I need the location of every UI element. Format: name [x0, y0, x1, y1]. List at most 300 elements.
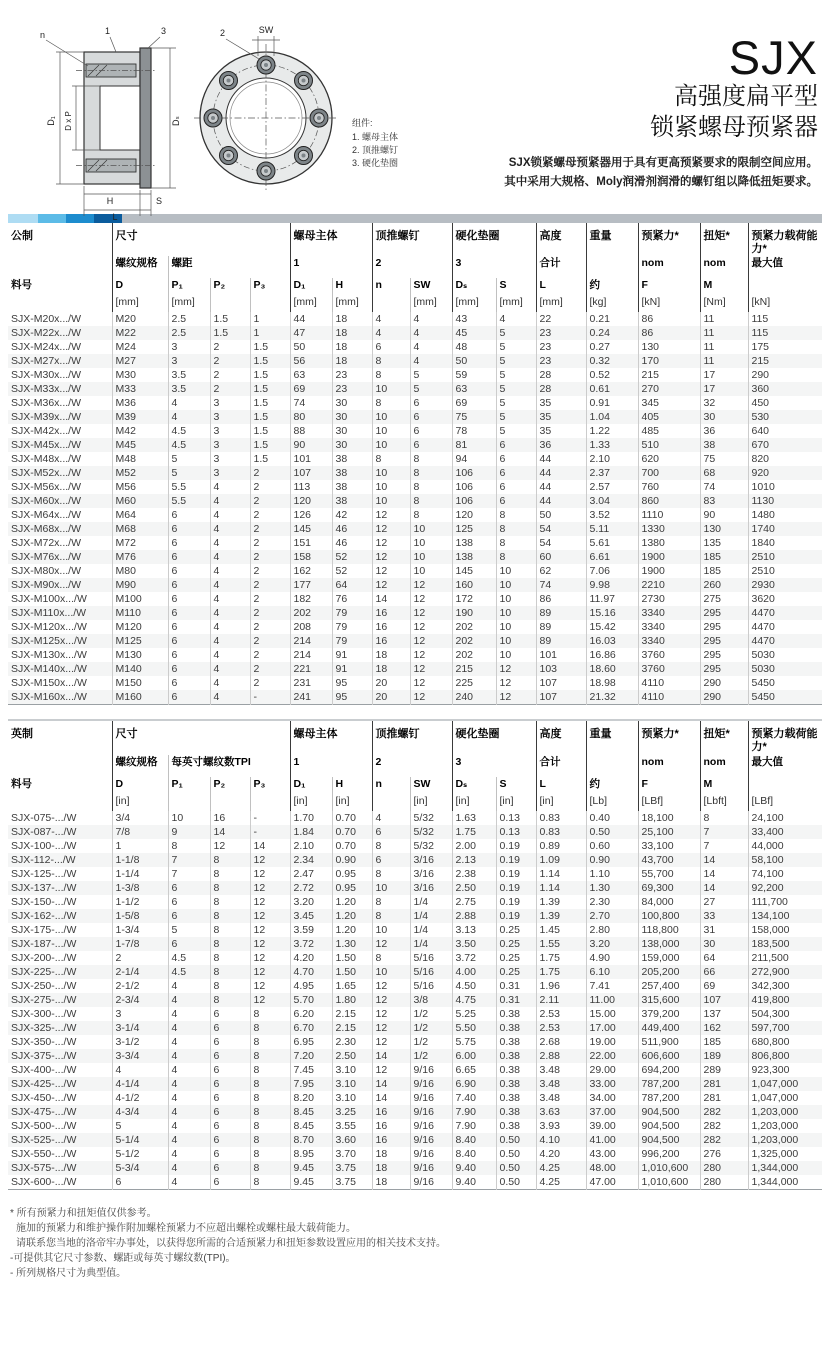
table-cell: 8	[250, 1021, 290, 1035]
table-row	[8, 867, 822, 881]
table-cell: 1-1/2	[112, 895, 168, 909]
table-cell: 4470	[748, 620, 822, 634]
table-cell: 221	[290, 662, 332, 676]
table-cell: 1.5	[250, 354, 290, 368]
table-cell: 18	[332, 326, 372, 340]
header-cell: [in]	[290, 794, 332, 811]
table-cell: 8	[210, 881, 250, 895]
table-row	[8, 578, 822, 592]
table-cell: 138	[452, 536, 496, 550]
table-cell: 0.61	[586, 382, 638, 396]
table-cell: 3	[210, 396, 250, 410]
table-cell: 6	[210, 1147, 250, 1161]
table-cell: 315,600	[638, 993, 700, 1007]
table-cell: SJX-M68x.../W	[11, 523, 82, 536]
table-cell: 2.15	[332, 1021, 372, 1035]
table-cell: 4	[112, 1063, 168, 1077]
table-cell: 8	[250, 1049, 290, 1063]
table-cell: 1-7/8	[112, 937, 168, 951]
table-cell: 5-1/2	[112, 1147, 168, 1161]
table-cell: 9/16	[410, 1063, 452, 1077]
table-cell: 107	[536, 690, 586, 705]
table-cell: 18	[372, 648, 410, 662]
table-cell: 159,000	[638, 951, 700, 965]
table-cell: SJX-M100x.../W	[11, 593, 87, 606]
table-cell: 1/4	[410, 937, 452, 951]
table-cell: 101	[290, 452, 332, 466]
table-cell: 56	[290, 354, 332, 368]
table-cell: 6	[168, 536, 210, 550]
table-cell: 6	[168, 895, 210, 909]
table-cell: 52	[332, 564, 372, 578]
table-cell: 0.83	[536, 811, 586, 825]
table-cell: 2.5	[168, 326, 210, 340]
table-cell: 0.70	[332, 811, 372, 825]
table-row	[8, 662, 822, 676]
table-cell: 231	[290, 676, 332, 690]
table-cell: 4.25	[536, 1175, 586, 1190]
table-cell: SJX-M30x.../W	[11, 369, 82, 382]
table-cell: 2	[210, 368, 250, 382]
table-cell: 10	[410, 522, 452, 536]
footnotes	[10, 1206, 820, 1281]
table-cell: 3-1/2	[112, 1035, 168, 1049]
table-cell: 9/16	[410, 1161, 452, 1175]
table-cell: 33	[700, 909, 748, 923]
table-cell: 16.03	[586, 634, 638, 648]
table-cell: 5030	[748, 648, 822, 662]
table-cell: 4.00	[452, 965, 496, 979]
table-row	[8, 1133, 822, 1147]
table-cell: 145	[290, 522, 332, 536]
table-cell: 36	[700, 424, 748, 438]
table-cell: 16	[372, 606, 410, 620]
table-cell: 182	[290, 592, 332, 606]
table-cell: M76	[112, 550, 168, 564]
table-cell: 1.75	[536, 951, 586, 965]
table-cell: 2	[250, 676, 290, 690]
header-cell: [LBf]	[748, 794, 822, 811]
table-cell: 4	[168, 1035, 210, 1049]
table-cell: 138,000	[638, 937, 700, 951]
table-cell: 12	[410, 648, 452, 662]
header-cell	[8, 256, 112, 278]
table-cell: 3.48	[536, 1063, 586, 1077]
table-row	[8, 690, 822, 705]
table-cell: 125	[452, 522, 496, 536]
table-cell: 0.70	[332, 839, 372, 853]
table-cell: 449,400	[638, 1021, 700, 1035]
table-cell: 2.88	[452, 909, 496, 923]
table-cell: 33,100	[638, 839, 700, 853]
table-cell: 10	[372, 923, 410, 937]
table-cell: 4.5	[168, 951, 210, 965]
table-row	[8, 1007, 822, 1021]
header-cell: 预紧力载荷能力*	[748, 721, 822, 754]
table-cell: 75	[452, 410, 496, 424]
table-cell: SJX-M160x.../W	[11, 691, 87, 704]
table-cell: 8.45	[290, 1105, 332, 1119]
table-cell: 5	[168, 466, 210, 480]
table-cell: 1.10	[586, 867, 638, 881]
table-cell: SJX-500-.../W	[11, 1119, 77, 1132]
table-cell: 8	[250, 1161, 290, 1175]
table-cell: 10	[372, 424, 410, 438]
table-cell: -	[250, 825, 290, 839]
header-cell: 螺母主体	[290, 223, 372, 256]
table-cell: 1.22	[586, 424, 638, 438]
table-cell: 30	[332, 424, 372, 438]
table-cell: 6	[168, 690, 210, 705]
table-cell: SJX-225-.../W	[11, 965, 77, 978]
header-cell: [Lbft]	[700, 794, 748, 811]
table-cell: 4	[210, 578, 250, 592]
table-cell: SJX-M76x.../W	[11, 551, 82, 564]
table-cell: 8.40	[452, 1133, 496, 1147]
table-cell: M100	[112, 592, 168, 606]
table-cell: 3.72	[290, 937, 332, 951]
header-cell: [mm]	[410, 295, 452, 312]
table-cell: 8	[250, 1119, 290, 1133]
table-cell: 6	[168, 662, 210, 676]
table-cell: 86	[638, 312, 700, 326]
table-cell: 0.50	[496, 1175, 536, 1190]
header-cell: [mm]	[536, 295, 586, 312]
table-cell: 670	[748, 438, 822, 452]
table-cell: 6.10	[586, 965, 638, 979]
table-cell: 290	[700, 690, 748, 705]
header-cell: 2	[372, 755, 452, 777]
header-cell: 顶推螺钉	[372, 721, 452, 754]
table-cell: 183,500	[748, 937, 822, 951]
table-cell: 0.38	[496, 1091, 536, 1105]
table-cell: 6	[168, 909, 210, 923]
table-cell: 3-3/4	[112, 1049, 168, 1063]
table-cell: 63	[452, 382, 496, 396]
header-cell	[748, 278, 822, 295]
table-row	[8, 326, 822, 340]
table-cell: 2510	[748, 564, 822, 578]
header-cell: D₁	[290, 278, 332, 295]
table-cell: 3.10	[332, 1063, 372, 1077]
header-cell: 顶推螺钉	[372, 223, 452, 256]
table-cell: M120	[112, 620, 168, 634]
table-cell: 7.45	[290, 1063, 332, 1077]
table-cell: 4.50	[452, 979, 496, 993]
table-cell: 5	[496, 368, 536, 382]
table-cell: 6.00	[452, 1049, 496, 1063]
table-cell: 5/32	[410, 825, 452, 839]
table-cell: 0.19	[496, 881, 536, 895]
table-cell: 806,800	[748, 1049, 822, 1063]
table-cell: 3.63	[536, 1105, 586, 1119]
header-cell: 高度	[536, 721, 586, 754]
table-cell: 1	[250, 312, 290, 326]
table-cell: 5-3/4	[112, 1161, 168, 1175]
table-cell: 16	[372, 634, 410, 648]
table-cell: 0.25	[496, 937, 536, 951]
table-cell: 1480	[748, 508, 822, 522]
table-cell: 7.95	[290, 1077, 332, 1091]
table-cell: SJX-M150x.../W	[11, 677, 87, 690]
header-cell: F	[638, 278, 700, 295]
table-cell: SJX-275-.../W	[11, 993, 77, 1006]
header-cell: n	[372, 278, 410, 295]
table-cell: SJX-M110x.../W	[11, 607, 87, 620]
header-cell	[210, 794, 250, 811]
header-cell: 3	[452, 256, 536, 278]
table-cell: 1900	[638, 550, 700, 564]
table-cell: 4	[210, 494, 250, 508]
table-cell: 202	[452, 648, 496, 662]
table-cell: SJX-M39x.../W	[11, 411, 82, 424]
table-cell: 1-1/8	[112, 853, 168, 867]
header-cell: P₂	[210, 278, 250, 295]
table-cell: 12	[410, 634, 452, 648]
table-cell: 89	[536, 606, 586, 620]
table-cell: 282	[700, 1105, 748, 1119]
table-cell: 2.10	[290, 839, 332, 853]
header-cell: [mm]	[496, 295, 536, 312]
header-cell: 扭矩*	[700, 721, 748, 754]
table-cell: 760	[638, 480, 700, 494]
table-cell: 101	[536, 648, 586, 662]
header-cell: [LBf]	[638, 794, 700, 811]
table-cell: 6	[210, 1161, 250, 1175]
table-cell: 23	[332, 382, 372, 396]
table-cell: 295	[700, 648, 748, 662]
table-cell: 3	[168, 340, 210, 354]
table-cell: SJX-M64x.../W	[11, 509, 82, 522]
table-cell: 3.5	[168, 382, 210, 396]
table-cell: 14	[210, 825, 250, 839]
table-cell: 5/32	[410, 811, 452, 825]
table-cell: 3.5	[168, 368, 210, 382]
table-cell: 6	[168, 606, 210, 620]
table-cell: 3.10	[332, 1077, 372, 1091]
table-cell: 5.70	[290, 993, 332, 1007]
table-cell: M52	[112, 466, 168, 480]
header-cell: M	[700, 278, 748, 295]
table-cell: 29.00	[586, 1063, 638, 1077]
table-cell: 16	[372, 1133, 410, 1147]
header-cell: [in]	[332, 794, 372, 811]
table-cell: 2	[250, 480, 290, 494]
table-cell: 90	[290, 438, 332, 452]
table-cell: 2.53	[536, 1021, 586, 1035]
table-cell: 4	[168, 1049, 210, 1063]
table-cell: 11.00	[586, 993, 638, 1007]
table-cell: 3	[112, 1007, 168, 1021]
table-cell: M45	[112, 438, 168, 452]
table-cell: 12	[372, 1035, 410, 1049]
table-cell: 9.45	[290, 1175, 332, 1190]
table-cell: 3.75	[332, 1175, 372, 1190]
table-cell: 66	[700, 965, 748, 979]
table-cell: 6	[496, 438, 536, 452]
table-row	[8, 382, 822, 396]
table-cell: M125	[112, 634, 168, 648]
table-cell: 1.39	[536, 909, 586, 923]
table-cell: 3-1/4	[112, 1021, 168, 1035]
table-cell: 1.5	[250, 340, 290, 354]
header-cell: 约	[586, 278, 638, 295]
table-cell: 12	[372, 937, 410, 951]
header-cell: 1	[290, 755, 372, 777]
table-cell: M80	[112, 564, 168, 578]
table-cell: SJX-600-.../W	[11, 1175, 77, 1188]
table-cell: 2.37	[586, 466, 638, 480]
table-cell: 3/4	[112, 811, 168, 825]
header-cell: D	[112, 777, 168, 794]
table-row	[8, 951, 822, 965]
table-cell: 2	[210, 354, 250, 368]
table-cell: 4.20	[536, 1147, 586, 1161]
header-cell: 螺母主体	[290, 721, 372, 754]
header-cell: 硬化垫圈	[452, 721, 536, 754]
table-row	[8, 508, 822, 522]
table-cell: 1.80	[332, 993, 372, 1007]
table-cell: 280	[700, 1161, 748, 1175]
table-cell: 1	[250, 326, 290, 340]
table-cell: 1.5	[210, 312, 250, 326]
table-cell: 2.70	[586, 909, 638, 923]
table-cell: 0.31	[496, 993, 536, 1007]
header-cell: S	[496, 777, 536, 794]
table-row	[8, 881, 822, 895]
table-cell: 3.45	[290, 909, 332, 923]
table-cell: 211,500	[748, 951, 822, 965]
table-cell: 59	[452, 368, 496, 382]
table-cell: 1/2	[410, 1021, 452, 1035]
table-cell: 3.20	[586, 937, 638, 951]
table-cell: 2.75	[452, 895, 496, 909]
table-cell: 0.60	[586, 839, 638, 853]
table-cell: SJX-475-.../W	[11, 1105, 77, 1118]
table-cell: 16	[210, 811, 250, 825]
table-cell: SJX-M90x.../W	[11, 579, 82, 592]
table-cell: 7	[700, 825, 748, 839]
label-n: n	[40, 30, 46, 40]
table-cell: 1-3/8	[112, 881, 168, 895]
header-cell: 合计	[536, 256, 586, 278]
header-cell: [kN]	[638, 295, 700, 312]
table-cell: 95	[332, 690, 372, 705]
table-cell: 18,100	[638, 811, 700, 825]
table-cell: 27	[700, 895, 748, 909]
table-cell: 208	[290, 620, 332, 634]
header-cell: [mm]	[112, 295, 168, 312]
table-row	[8, 354, 822, 368]
table-cell: 214	[290, 648, 332, 662]
table-cell: 8.40	[452, 1147, 496, 1161]
table-cell: 17	[700, 368, 748, 382]
table-cell: 18.98	[586, 676, 638, 690]
table-cell: SJX-350-.../W	[11, 1035, 77, 1048]
table-cell: 4110	[638, 676, 700, 690]
table-cell: 160	[452, 578, 496, 592]
header-cell: 料号	[11, 777, 32, 790]
table-cell: 8	[700, 811, 748, 825]
table-cell: 511,900	[638, 1035, 700, 1049]
table-cell: 17	[700, 382, 748, 396]
table-cell: 5.11	[586, 522, 638, 536]
table-cell: 39.00	[586, 1119, 638, 1133]
table-cell: 4	[210, 648, 250, 662]
table-cell: 280	[700, 1175, 748, 1190]
table-cell: 24,100	[748, 811, 822, 825]
table-cell: 92,200	[748, 881, 822, 895]
table-cell: 44	[536, 452, 586, 466]
table-cell: 14	[700, 867, 748, 881]
table-cell: 34.00	[586, 1091, 638, 1105]
header-cell	[372, 794, 410, 811]
table-cell: 923,300	[748, 1063, 822, 1077]
table-cell: 9	[168, 825, 210, 839]
table-cell: 172	[452, 592, 496, 606]
table-cell: 14	[372, 1091, 410, 1105]
table-row	[8, 466, 822, 480]
header-cell: [in]	[496, 794, 536, 811]
table-cell: 79	[332, 634, 372, 648]
table-cell: 1.70	[290, 811, 332, 825]
table-cell: 1010	[748, 480, 822, 494]
header-cell: 重量	[586, 721, 638, 754]
table-cell: 450	[748, 396, 822, 410]
table-cell: 2.11	[536, 993, 586, 1007]
table-cell: 4-1/2	[112, 1091, 168, 1105]
table-cell: 2	[250, 494, 290, 508]
product-description-line2: 其中采用大规格、Moly润滑剂润滑的螺钉组以降低扭矩要求。	[504, 175, 818, 188]
table-cell: 0.19	[496, 895, 536, 909]
table-cell: 4.70	[290, 965, 332, 979]
table-cell: 177	[290, 578, 332, 592]
table-cell: 20	[372, 676, 410, 690]
table-cell: 12	[372, 1021, 410, 1035]
table-cell: 0.89	[536, 839, 586, 853]
table-cell: 5.5	[168, 480, 210, 494]
table-cell: 345	[638, 396, 700, 410]
table-cell: 4110	[638, 690, 700, 705]
table-cell: 2.50	[452, 881, 496, 895]
table-row	[8, 368, 822, 382]
table-cell: 996,200	[638, 1147, 700, 1161]
table-row	[8, 825, 822, 839]
table-cell: 4	[210, 662, 250, 676]
table-cell: 3.48	[536, 1091, 586, 1105]
table-cell: 8	[210, 951, 250, 965]
table-row	[8, 480, 822, 494]
table-cell: 6	[168, 522, 210, 536]
table-cell: 1.45	[536, 923, 586, 937]
table-cell: 3.50	[452, 937, 496, 951]
dim-label-l: L	[112, 212, 118, 222]
table-cell: 6	[210, 1133, 250, 1147]
table-cell: 6	[210, 1049, 250, 1063]
table-cell: 12	[410, 620, 452, 634]
table-cell: 530	[748, 410, 822, 424]
table-cell: 134,100	[748, 909, 822, 923]
header-cell: 3	[452, 755, 536, 777]
table-cell: 130	[700, 522, 748, 536]
table-cell: SJX-075-.../W	[11, 811, 77, 824]
header-cell: L	[536, 777, 586, 794]
table-cell: 2.47	[290, 867, 332, 881]
table-cell: 4	[210, 606, 250, 620]
table-cell: 190	[452, 606, 496, 620]
header-cell: 尺寸	[112, 223, 290, 256]
table-cell: 1.09	[536, 853, 586, 867]
